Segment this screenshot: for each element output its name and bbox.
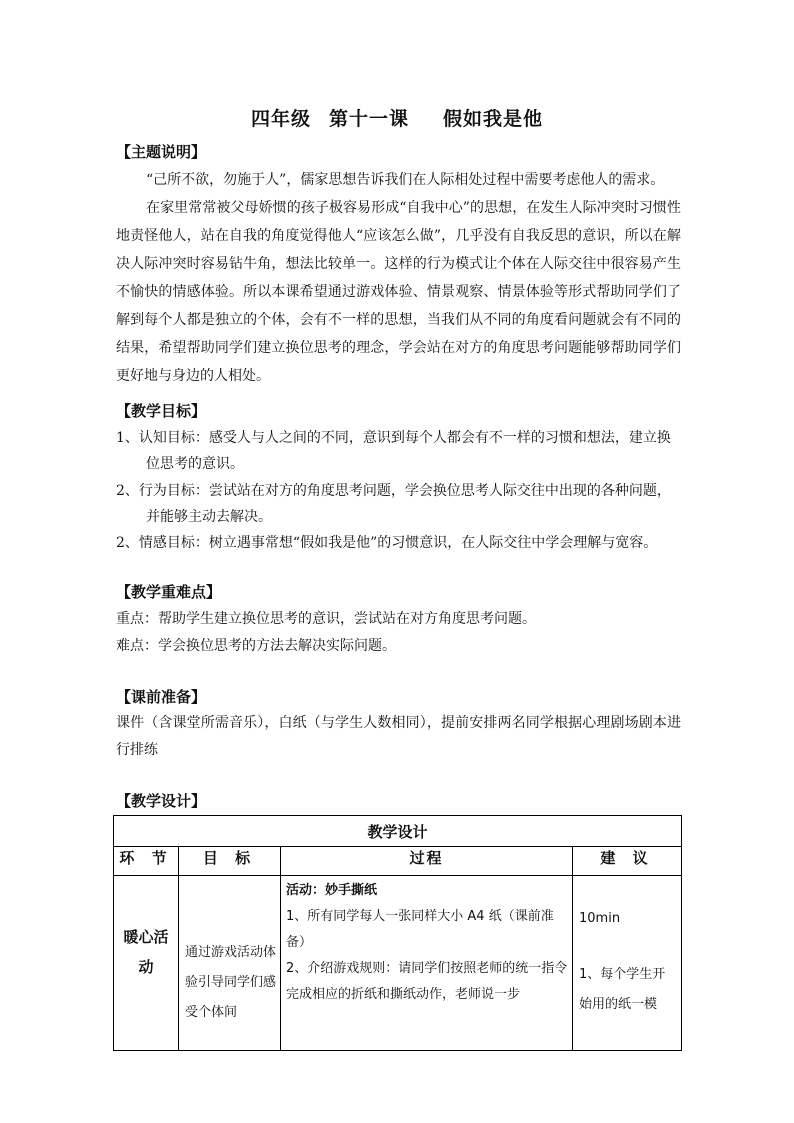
- goal-text: 通过游戏活动体验引导同学们感受个体间: [185, 945, 277, 1020]
- objective-2-line-1: 2、行为目标：尝试站在对方的角度思考问题，学会换位思考人际交往中出现的各种问题，: [116, 483, 671, 499]
- table-caption: 教学设计: [114, 816, 682, 847]
- column-header-goal: 目 标: [179, 847, 281, 876]
- process-step-1: 1、所有同学每人一张同样大小 A4 纸（课前准备）: [286, 909, 554, 950]
- suggestion-time: 10min: [579, 911, 621, 926]
- preparation-text: 课件（含课堂所需音乐），白纸（与学生人数相同），提前安排两名同学根据心理剧场剧本进行排练: [116, 715, 681, 758]
- theme-paragraph-2: 在家里常常被父母娇惯的孩子极容易形成“自我中心”的思想，在发生人际冲突时习惯性地责怪他人，站在自我的角度觉得他人“应该怎么做”，几乎没有自我反思的意识，所以在解决人际冲突时容易钻牛角，想法比较单一。这样的行为模式让个体在人际交往中很容易产生不愉快的情感体验。所以本课希望通过游戏体验、情景观察、情景体验等形式帮助同学们了解到每个人都是独立的个体，会有不一样的思想，当我们从不同的角度看问题就会有不同的结果，希望帮助同学们建立换位思考的理念，学会站在对方的角度思考问题能够帮助同学们更好地与身边的人相处。: [116, 200, 681, 384]
- column-header-suggestion: 建 议: [573, 847, 682, 876]
- objective-item: [116, 478, 681, 530]
- keypoint-focus: 重点：帮助学生建立换位思考的意识，尝试站在对方角度思考问题。: [116, 611, 536, 627]
- title-grade: 四年级: [250, 108, 311, 130]
- keypoint-difficulty: 难点：学会换位思考的方法去解决实际问题。: [116, 638, 396, 654]
- objective-1-line-2: 位思考的意识。: [146, 456, 244, 472]
- cell-suggestion: [573, 876, 682, 1051]
- table-row: [114, 876, 682, 1051]
- title-topic: 假如我是他: [443, 108, 544, 130]
- objective-item: [116, 530, 681, 556]
- teaching-design-table: [113, 815, 682, 1051]
- column-header-stage: 环 节: [114, 847, 179, 876]
- objective-3-line-1: 2、情感目标：树立遇事常想“假如我是他”的习惯意识，在人际交往中学会理解与宽容。: [116, 535, 658, 551]
- process-activity-title: 活动：妙手撕纸: [286, 883, 378, 898]
- objective-item: [116, 425, 681, 477]
- page-title: [0, 104, 794, 131]
- preparation-heading: 【课前准备】: [116, 688, 207, 706]
- design-heading: 【教学设计】: [116, 792, 207, 810]
- keypoints-heading: 【教学重难点】: [116, 583, 222, 601]
- objectives-heading: 【教学目标】: [116, 402, 207, 420]
- cell-stage: [114, 876, 179, 1051]
- cell-goal: [179, 876, 281, 1051]
- theme-paragraph-1: “己所不欲，勿施于人”，儒家思想告诉我们在人际相处过程中需要考虑他人的需求。: [146, 172, 665, 188]
- suggestion-note: 1、每个学生开始用的纸一模: [579, 967, 666, 1012]
- process-step-2: 2、介绍游戏规则：请同学们按照老师的统一指令完成相应的折纸和撕纸动作，老师说一步: [286, 961, 568, 1002]
- stage-text: 暖心活动: [123, 928, 169, 976]
- objective-2-line-2: 并能够主动去解决。: [146, 509, 272, 525]
- objective-1-line-1: 1、认知目标：感受人与人之间的不同，意识到每个人都会有不一样的习惯和想法，建立换: [116, 430, 671, 446]
- column-header-process: 过程: [281, 847, 573, 876]
- cell-process: [281, 876, 573, 1051]
- title-lesson: 第十一课: [328, 108, 409, 130]
- theme-heading: 【主题说明】: [116, 143, 207, 161]
